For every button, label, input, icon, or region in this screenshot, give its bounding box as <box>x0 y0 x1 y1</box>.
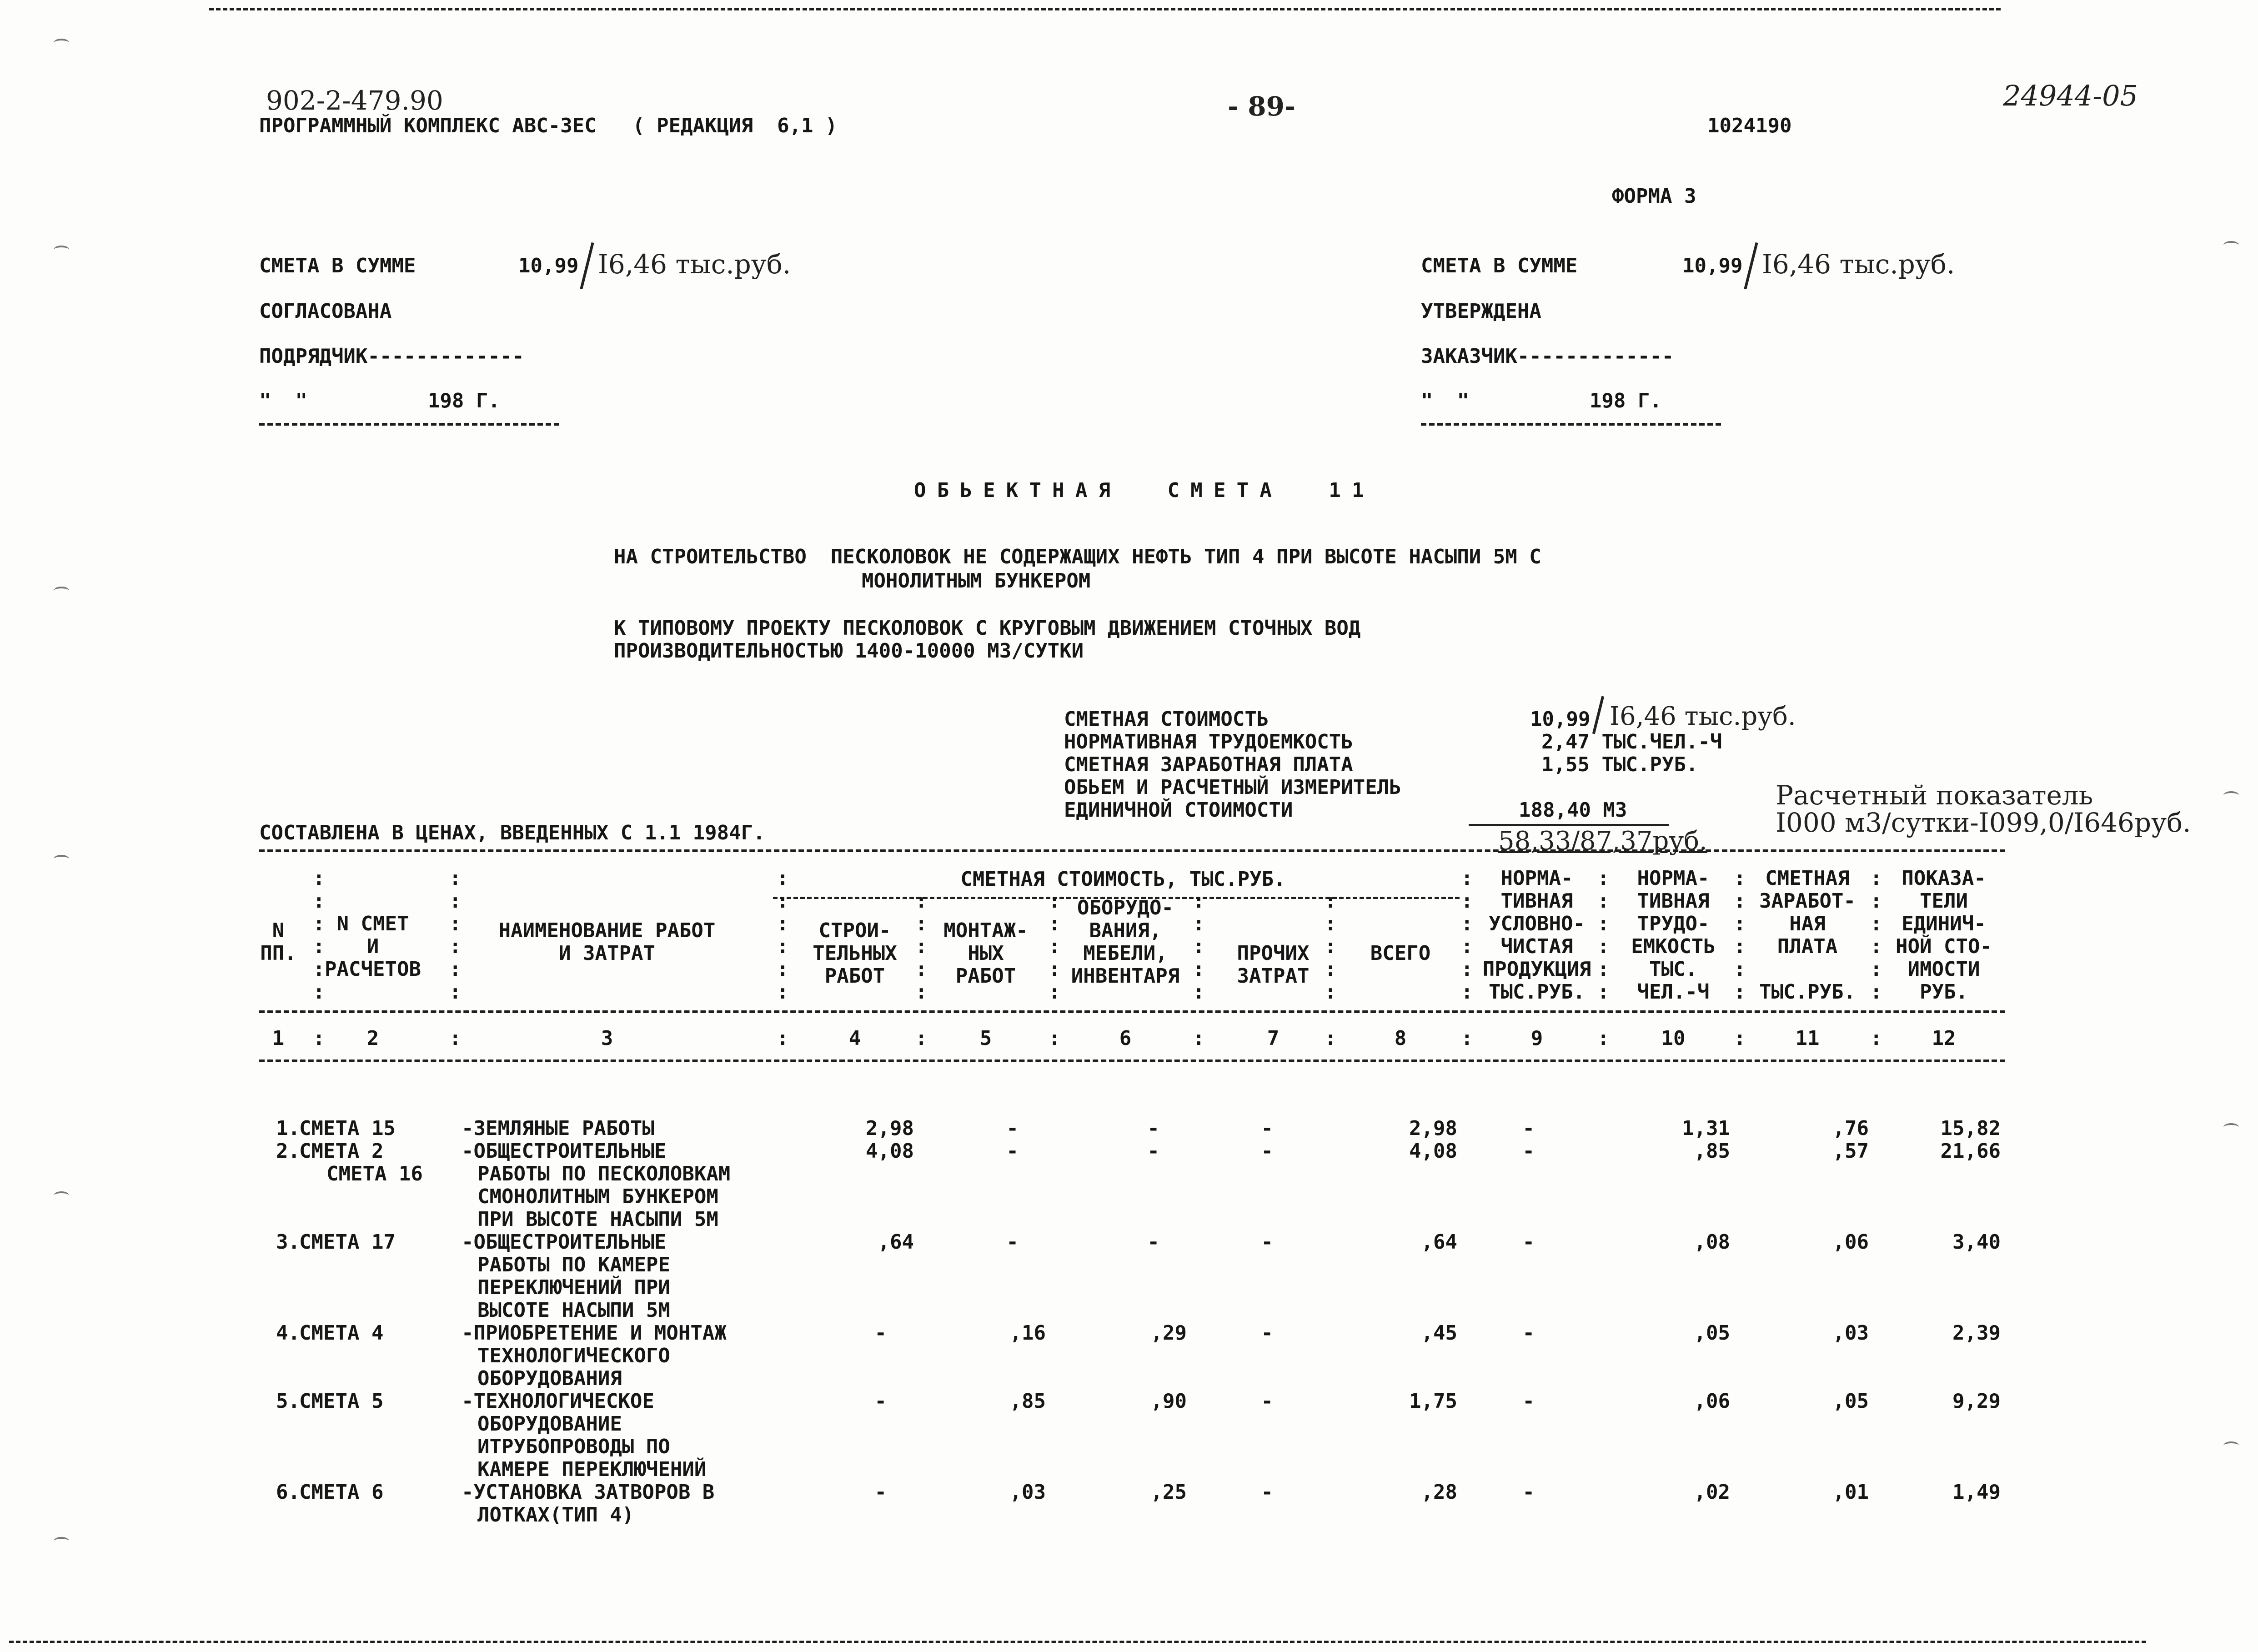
smeta-ref: СМЕТА 5 <box>299 1390 384 1413</box>
column-separator: : <box>1193 980 1205 1004</box>
table-cell: ,45 <box>1421 1321 1457 1345</box>
column-separator: : <box>1193 935 1205 958</box>
column-separator: : <box>313 980 325 1004</box>
column-header: ЧИСТАЯ <box>1500 935 1573 958</box>
column-separator: : <box>1461 889 1473 913</box>
column-separator: : <box>449 958 462 981</box>
column-header: СМЕТНАЯ <box>1765 867 1850 890</box>
work-name: -ОБЩЕСТРОИТЕЛЬНЫЕ <box>462 1140 667 1163</box>
group-header: СМЕТНАЯ СТОИМОСТЬ, ТЫС.РУБ. <box>960 868 1286 891</box>
table-cell: ,06 <box>1694 1390 1730 1413</box>
column-header: ЗАРАБОТ- <box>1759 889 1856 913</box>
column-separator: : <box>1461 958 1473 981</box>
column-number: 10 <box>1661 1027 1686 1050</box>
column-separator: : <box>1461 980 1473 1004</box>
page-number: - 89- <box>1228 91 1296 122</box>
column-separator: : <box>449 912 462 935</box>
column-number: 4 <box>848 1027 861 1050</box>
work-name: ПРИ ВЫСОТЕ НАСЫПИ 5М <box>477 1208 718 1231</box>
row-number: 2. <box>276 1140 300 1163</box>
column-header: ТИВНАЯ <box>1637 889 1710 913</box>
column-header: ТЫС.РУБ. <box>1489 980 1585 1004</box>
correction-stroke <box>580 242 594 289</box>
table-cell: ,64 <box>878 1230 914 1254</box>
summary-labour: 2,47 ТЫС.ЧЕЛ.-Ч <box>1541 730 1722 753</box>
column-separator: : <box>1734 867 1746 890</box>
column-separator: : <box>1870 1027 1882 1050</box>
column-separator: : <box>1597 1027 1610 1050</box>
margin-mark <box>54 39 69 47</box>
column-separator: : <box>777 958 789 981</box>
document-title: ОБЬЕКТНАЯ СМЕТА 11 <box>914 479 1375 502</box>
summary-volume: 188,40 М3 <box>1519 798 1627 822</box>
table-cell: ,16 <box>1009 1321 1046 1345</box>
column-header: НАИМЕНОВАНИЕ РАБОТ <box>498 919 716 942</box>
column-separator: : <box>313 889 325 913</box>
table-cell: ,29 <box>1150 1321 1187 1345</box>
column-separator: : <box>1870 980 1882 1004</box>
unit-cost-handwritten: 58,33/87,37руб. <box>1498 826 1707 856</box>
summary-wages: 1,55 ТЫС.РУБ. <box>1541 753 1698 776</box>
margin-mark <box>54 246 69 254</box>
table-cell: ,90 <box>1150 1390 1187 1413</box>
column-separator: : <box>1049 935 1061 958</box>
table-cell: 15,82 <box>1940 1117 2001 1140</box>
column-separator: : <box>313 1027 325 1050</box>
column-separator: : <box>1049 912 1061 935</box>
table-cell: 1,31 <box>1682 1117 1730 1140</box>
table-cell: ,57 <box>1832 1140 1869 1163</box>
table-cell: - <box>874 1390 887 1413</box>
column-separator: : <box>1597 980 1610 1004</box>
table-cell: 21,66 <box>1940 1140 2001 1163</box>
column-header: НОРМА- <box>1500 867 1573 890</box>
column-separator: : <box>1734 935 1746 958</box>
work-name: ПЕРЕКЛЮЧЕНИЙ ПРИ <box>477 1276 670 1299</box>
column-separator: : <box>449 867 462 890</box>
sum-value: 10,99 <box>518 254 579 277</box>
sum-handwritten: I6,46 тыс.руб. <box>598 249 791 280</box>
table-cell: 3,40 <box>1952 1230 2001 1254</box>
column-header: ВСЕГО <box>1370 942 1431 965</box>
table-cell: ,85 <box>1009 1390 1046 1413</box>
column-separator: : <box>1049 980 1061 1004</box>
column-separator: : <box>313 935 325 958</box>
column-header: СТРОИ- <box>818 919 891 942</box>
project-ref-line-1: К ТИПОВОМУ ПРОЕКТУ ПЕСКОЛОВОК С КРУГОВЫМ ДВИЖЕНИЕМ СТОЧНЫХ ВОД <box>614 617 1361 640</box>
column-separator: : <box>1325 980 1337 1004</box>
table-cell: ,25 <box>1150 1481 1187 1504</box>
column-separator: : <box>449 935 462 958</box>
margin-mark <box>54 1537 69 1545</box>
column-header: ПРОЧИХ <box>1237 942 1310 965</box>
sum-label: СМЕТА В СУММЕ <box>259 254 416 277</box>
table-cell: - <box>1522 1481 1535 1504</box>
contractor-line: ПОДРЯДЧИК------------- <box>259 345 524 368</box>
column-separator: : <box>1325 912 1337 935</box>
column-number-rule <box>259 1059 2005 1062</box>
column-separator: : <box>449 1027 462 1050</box>
smeta-ref: СМЕТА 4 <box>299 1321 384 1345</box>
summary-cost-handwritten: I6,46 тыс.руб. <box>1610 702 1796 731</box>
column-header: ПЛАТА <box>1777 935 1838 958</box>
table-cell: ,05 <box>1694 1321 1730 1345</box>
column-header: ВАНИЯ, <box>1089 919 1162 942</box>
column-separator: : <box>1870 935 1882 958</box>
table-cell: 2,98 <box>1409 1117 1457 1140</box>
calc-indicator-label: Расчетный показатель <box>1776 780 2093 811</box>
sum-label: СМЕТА В СУММЕ <box>1421 254 1578 277</box>
volume-underline <box>1469 824 1669 826</box>
column-separator: : <box>777 912 789 935</box>
column-header: ТЫС. <box>1649 958 1697 981</box>
column-header: ТЕЛЬНЫХ <box>813 942 897 965</box>
table-cell: 4,08 <box>1409 1140 1457 1163</box>
column-header: НЫХ <box>968 942 1004 965</box>
table-cell: ,05 <box>1832 1390 1869 1413</box>
table-cell: ,08 <box>1694 1230 1730 1254</box>
signature-rule <box>259 423 559 426</box>
column-header: ЕМКОСТЬ <box>1631 935 1716 958</box>
column-header: МОНТАЖ- <box>943 919 1028 942</box>
column-separator: : <box>1193 1027 1205 1050</box>
column-number: 3 <box>601 1027 613 1050</box>
column-separator: : <box>915 980 928 1004</box>
document-number: 1024190 <box>1707 114 1792 137</box>
table-cell: 2,98 <box>866 1117 914 1140</box>
column-number: 2 <box>366 1027 379 1050</box>
column-separator: : <box>1870 889 1882 913</box>
table-cell: 9,29 <box>1952 1390 2001 1413</box>
column-separator: : <box>915 935 928 958</box>
table-cell: - <box>1261 1390 1273 1413</box>
column-separator: : <box>777 867 789 890</box>
smeta-ref: СМЕТА 15 <box>299 1117 396 1140</box>
column-separator: : <box>1597 912 1610 935</box>
table-cell: ,64 <box>1421 1230 1457 1254</box>
column-separator: : <box>1597 958 1610 981</box>
row-number: 3. <box>276 1230 300 1254</box>
column-header: РАБОТ <box>955 964 1016 988</box>
top-perforation <box>209 8 2001 10</box>
summary-label: СМЕТНАЯ СТОИМОСТЬ <box>1064 708 1269 731</box>
margin-mark <box>2223 791 2239 799</box>
date-line: " " 198 Г. <box>1421 389 1662 412</box>
column-separator: : <box>1325 935 1337 958</box>
table-cell: 4,08 <box>866 1140 914 1163</box>
margin-mark <box>54 855 69 863</box>
table-cell: ,06 <box>1832 1230 1869 1254</box>
table-cell: ,03 <box>1832 1321 1869 1345</box>
column-separator: : <box>1734 980 1746 1004</box>
work-name: ИТРУБОПРОВОДЫ ПО <box>477 1435 670 1458</box>
table-cell: ,28 <box>1421 1481 1457 1504</box>
column-separator: : <box>1049 958 1061 981</box>
column-number: 9 <box>1530 1027 1543 1050</box>
row-number: 1. <box>276 1117 300 1140</box>
smeta-ref: СМЕТА 2 <box>299 1140 384 1163</box>
column-separator: : <box>1461 867 1473 890</box>
column-separator: : <box>1870 912 1882 935</box>
column-header: МЕБЕЛИ, <box>1083 942 1168 965</box>
column-separator: : <box>915 958 928 981</box>
sum-handwritten: I6,46 тыс.руб. <box>1762 249 1955 280</box>
calc-indicator-value: I000 м3/сутки-I099,0/I646руб. <box>1776 807 2191 838</box>
sum-value: 10,99 <box>1682 254 1743 277</box>
column-separator: : <box>313 867 325 890</box>
column-separator: : <box>777 935 789 958</box>
column-separator: : <box>1734 1027 1746 1050</box>
column-header: И <box>366 935 379 958</box>
column-header: ТИВНАЯ <box>1500 889 1573 913</box>
column-header: РАСЧЕТОВ <box>325 958 421 981</box>
column-header: НОЙ СТО- <box>1896 935 1992 958</box>
column-header: ТЕЛИ <box>1920 889 1968 913</box>
column-header: N СМЕТ <box>336 912 409 935</box>
column-separator: : <box>1461 1027 1473 1050</box>
work-name: ТЕХНОЛОГИЧЕСКОГО <box>477 1344 670 1367</box>
table-cell: - <box>1522 1140 1535 1163</box>
column-separator: : <box>1193 889 1205 913</box>
agreed-label: СОГЛАСОВАНА <box>259 300 392 323</box>
column-header: ЧЕЛ.-Ч <box>1637 980 1710 1004</box>
summary-cost: 10,99 <box>1530 708 1591 731</box>
margin-mark <box>54 587 69 595</box>
column-header: ПРОДУКЦИЯ <box>1482 958 1591 981</box>
margin-mark <box>2223 241 2239 249</box>
column-separator: : <box>449 980 462 1004</box>
table-cell: - <box>1522 1321 1535 1345</box>
smeta-ref: СМЕТА 16 <box>326 1162 423 1185</box>
column-header: ТРУДО- <box>1637 912 1710 935</box>
column-number: 1 <box>272 1027 285 1050</box>
work-name: ВЫСОТЕ НАСЫПИ 5М <box>477 1299 670 1322</box>
work-name: ОБОРУДОВАНИЯ <box>477 1367 622 1390</box>
table-cell: - <box>1261 1117 1273 1140</box>
work-name: -УСТАНОВКА ЗАТВОРОВ В <box>462 1481 715 1504</box>
column-header: ПП. <box>260 942 296 965</box>
summary-label: ЕДИНИЧНОЙ СТОИМОСТИ <box>1064 798 1293 822</box>
column-separator: : <box>1325 958 1337 981</box>
margin-mark <box>2223 1441 2239 1450</box>
summary-label: СМЕТНАЯ ЗАРАБОТНАЯ ПЛАТА <box>1064 753 1353 776</box>
correction-stroke <box>1592 696 1604 734</box>
margin-mark <box>54 1191 69 1200</box>
column-header: ЕДИНИЧ- <box>1902 912 1986 935</box>
column-separator: : <box>915 889 928 913</box>
approved-label: УТВЕРЖДЕНА <box>1421 300 1541 323</box>
program-name: ПРОГРАММНЫЙ КОМПЛЕКС АВС-3ЕС ( РЕДАКЦИЯ 6,1 ) <box>259 114 838 137</box>
table-cell: ,01 <box>1832 1481 1869 1504</box>
work-name: ЛОТКАХ(ТИП 4) <box>477 1503 634 1526</box>
column-header: ИНВЕНТАРЯ <box>1071 964 1180 988</box>
work-name: РАБОТЫ ПО ПЕСКОЛОВКАМ <box>477 1162 731 1185</box>
column-header: N <box>272 919 285 942</box>
margin-mark <box>2223 1123 2239 1131</box>
table-cell: - <box>1147 1140 1159 1163</box>
work-name: -ТЕХНОЛОГИЧЕСКОЕ <box>462 1390 654 1413</box>
project-code: 902-2-479.90 <box>266 85 443 116</box>
column-header: ОБОРУДО- <box>1077 896 1174 919</box>
column-header: НАЯ <box>1789 912 1826 935</box>
table-cell: ,03 <box>1009 1481 1046 1504</box>
column-separator: : <box>313 912 325 935</box>
column-separator: : <box>449 889 462 913</box>
row-number: 5. <box>276 1390 300 1413</box>
row-number: 4. <box>276 1321 300 1345</box>
column-header: И ЗАТРАТ <box>559 942 655 965</box>
column-separator: : <box>1597 935 1610 958</box>
column-separator: : <box>1325 1027 1337 1050</box>
column-number: 6 <box>1119 1027 1132 1050</box>
table-cell: - <box>1261 1321 1273 1345</box>
column-separator: : <box>1870 867 1882 890</box>
table-cell: 2,39 <box>1952 1321 2001 1345</box>
table-cell: 1,49 <box>1952 1481 2001 1504</box>
table-cell: - <box>1522 1230 1535 1254</box>
column-header: РАБОТ <box>824 964 885 988</box>
table-cell: - <box>1261 1481 1273 1504</box>
column-separator: : <box>1461 935 1473 958</box>
column-separator: : <box>1461 912 1473 935</box>
project-ref-line-2: ПРОИЗВОДИТЕЛЬНОСТЬЮ 1400-10000 М3/СУТКИ <box>614 639 1084 663</box>
column-separator: : <box>1193 912 1205 935</box>
prices-note: СОСТАВЛЕНА В ЦЕНАХ, ВВЕДЕННЫХ С 1.1 1984Г. <box>259 821 765 844</box>
column-separator: : <box>1049 889 1061 913</box>
column-header: РУБ. <box>1920 980 1968 1004</box>
form-label: ФОРМА 3 <box>1612 185 1696 208</box>
table-cell: - <box>1147 1230 1159 1254</box>
column-header: ПОКАЗА- <box>1902 867 1986 890</box>
row-number: 6. <box>276 1481 300 1504</box>
column-header: НОРМА- <box>1637 867 1710 890</box>
smeta-ref: СМЕТА 6 <box>299 1481 384 1504</box>
column-number: 7 <box>1267 1027 1280 1050</box>
correction-stroke <box>1744 242 1758 289</box>
table-cell: - <box>1261 1230 1273 1254</box>
work-name: КАМЕРЕ ПЕРЕКЛЮЧЕНИЙ <box>477 1458 707 1481</box>
subject-line-1: НА СТРОИТЕЛЬСТВО ПЕСКОЛОВОК НЕ СОДЕРЖАЩИХ НЕФТЬ ТИП 4 ПРИ ВЫСОТЕ НАСЫПИ 5М С <box>614 545 1541 568</box>
signature-rule <box>1421 423 1721 426</box>
column-separator: : <box>777 889 789 913</box>
column-separator: : <box>1734 889 1746 913</box>
customer-line: ЗАКАЗЧИК------------- <box>1421 345 1674 368</box>
work-name: -ПРИОБРЕТЕНИЕ И МОНТАЖ <box>462 1321 727 1345</box>
column-separator: : <box>1325 889 1337 913</box>
archive-number: 24944-05 <box>2003 79 2138 112</box>
column-separator: : <box>1734 912 1746 935</box>
work-name: -ОБЩЕСТРОИТЕЛЬНЫЕ <box>462 1230 667 1254</box>
smeta-ref: СМЕТА 17 <box>299 1230 396 1254</box>
table-cell: - <box>1006 1117 1019 1140</box>
column-separator: : <box>1734 958 1746 981</box>
column-separator: : <box>1049 1027 1061 1050</box>
column-separator: : <box>1597 867 1610 890</box>
column-separator: : <box>777 980 789 1004</box>
column-header: УСЛОВНО- <box>1489 912 1585 935</box>
column-separator: : <box>1870 958 1882 981</box>
column-separator: : <box>915 912 928 935</box>
table-cell: - <box>1522 1117 1535 1140</box>
column-number: 8 <box>1394 1027 1407 1050</box>
column-separator: : <box>1597 889 1610 913</box>
table-cell: - <box>1261 1140 1273 1163</box>
table-cell: - <box>874 1321 887 1345</box>
column-number: 5 <box>979 1027 992 1050</box>
table-cell: ,76 <box>1832 1117 1869 1140</box>
column-number: 11 <box>1795 1027 1820 1050</box>
table-rule-top <box>259 849 2005 852</box>
column-number: 12 <box>1932 1027 1956 1050</box>
work-name: СМОНОЛИТНЫМ БУНКЕРОМ <box>477 1185 718 1208</box>
table-cell: - <box>874 1481 887 1504</box>
column-separator: : <box>1193 958 1205 981</box>
table-cell: ,85 <box>1694 1140 1730 1163</box>
work-name: РАБОТЫ ПО КАМЕРЕ <box>477 1253 670 1276</box>
summary-label: НОРМАТИВНАЯ ТРУДОЕМКОСТЬ <box>1064 730 1353 753</box>
table-cell: - <box>1006 1230 1019 1254</box>
column-header: ЗАТРАТ <box>1237 964 1310 988</box>
bottom-perforation <box>9 1641 2146 1643</box>
date-line: " " 198 Г. <box>259 389 500 412</box>
column-header: ИМОСТИ <box>1907 958 1980 981</box>
table-cell: ,02 <box>1694 1481 1730 1504</box>
column-separator: : <box>777 1027 789 1050</box>
table-cell: - <box>1147 1117 1159 1140</box>
table-cell: - <box>1522 1390 1535 1413</box>
table-cell: - <box>1006 1140 1019 1163</box>
table-cell: 1,75 <box>1409 1390 1457 1413</box>
column-separator: : <box>915 1027 928 1050</box>
header-rule <box>259 1010 2005 1013</box>
work-name: ОБОРУДОВАНИЕ <box>477 1412 622 1436</box>
column-header: ТЫС.РУБ. <box>1759 980 1856 1004</box>
column-separator: : <box>313 958 325 981</box>
summary-label: ОБЬЕМ И РАСЧЕТНЫЙ ИЗМЕРИТЕЛЬ <box>1064 776 1401 799</box>
work-name: -ЗЕМЛЯНЫЕ РАБОТЫ <box>462 1117 654 1140</box>
subject-line-2: МОНОЛИТНЫМ БУНКЕРОМ <box>862 569 1091 593</box>
